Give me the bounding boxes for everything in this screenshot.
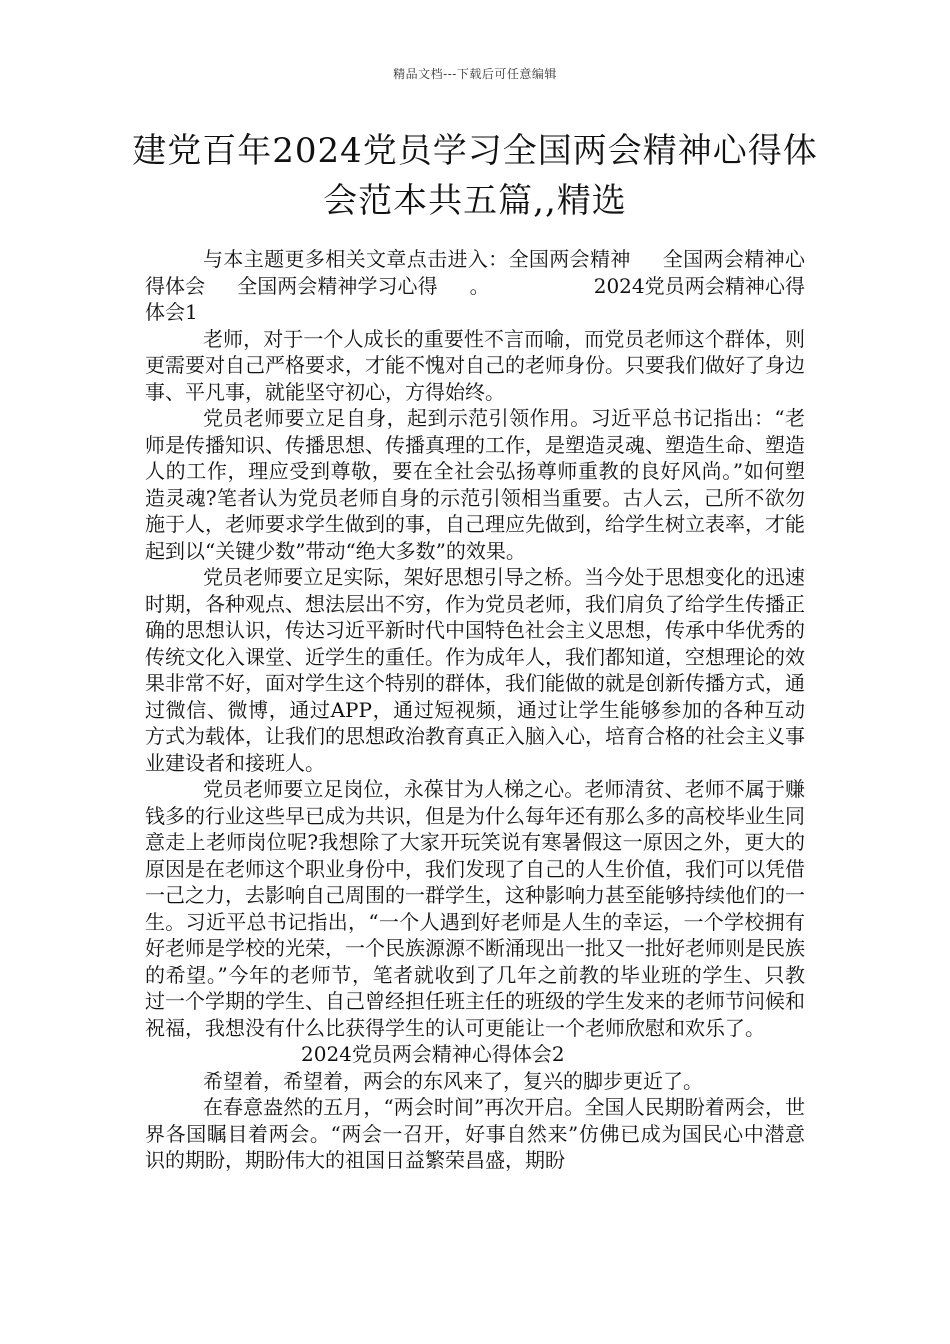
document-body [145,246,805,1174]
related-link[interactable]: 全国两会精神 [508,247,631,271]
paragraph: 党员老师要立足自身，起到示范引领作用。习近平总书记指出：“老师是传播知识、传播思想、传播真理的工作，是塑造灵魂、塑造生命、塑造人的工作，理应受到尊敬，要在全社会弘扬尊师重教的良好风尚。”如何塑造灵魂?笔者认为党员老师自身的示范引领相当重要。古人云，己所不欲勿施于人，老师要求学生做到的事，自己理应先做到，给学生树立表率，才能起到以“关键少数”带动“绝大多数”的效果。 [145,406,805,563]
related-link[interactable]: 全国两会精神心得体会 [145,247,806,298]
document-title: 建党百年2024党员学习全国两会精神心得体会范本共五篇,,精选 [132,131,818,221]
header-note: 精品文档---下载后可任意编辑 [393,67,557,81]
paragraph: 党员老师要立足实际，架好思想引导之桥。当今处于思想变化的迅速时期，各种观点、想法层出不穷，作为党员老师，我们肩负了给学生传播正确的思想认识，传达习近平新时代中国特色社会主义思想，传承中华优秀的传统文化入课堂、近学生的重任。作为成年人，我们都知道，空想理论的效果非常不好，面对学生这个特别的群体，我们能做的就是创新传播方式，通过微信、微博，通过APP，通过短视频，通过让学生能够参加的各种互动方式为载体，让我们的思想政治教育真正入脑入心，培育合格的社会主义事业建设者和接班人。 [145,565,805,775]
paragraph: 老师，对于一个人成长的重要性不言而喻，而党员老师这个群体，则更需要对自己严格要求，才能不愧对自己的老师身份。只要我们做好了身边事、平凡事，就能坚守初心，方得始终。 [145,326,805,404]
section-2-heading: 2024党员两会精神心得体会2 [301,1042,565,1066]
related-label: 与本主题更多相关文章点击进入： [203,247,509,271]
related-link[interactable]: 全国两会精神学习心得 [237,273,438,298]
section-1-heading: 2024党员两会精神心得体会1 [145,273,806,324]
paragraph: 希望着，希望着，两会的东风来了，复兴的脚步更近了。 [203,1068,703,1093]
paragraph: 在春意盎然的五月，“两会时间”再次开启。全国人民期盼着两会，世界各国瞩目着两会。“两会一召开，好事自然来”仿佛已成为国民心中潜意识的期盼，期盼伟大的祖国日益繁荣昌盛，期盼 [145,1095,805,1172]
paragraph: 党员老师要立足岗位，永葆甘为人梯之心。老师清贫、老师不属于赚钱多的行业这些早已成为共识，但是为什么每年还有那么多的高校毕业生同意走上老师岗位呢?我想除了大家开玩笑说有寒暑假这一原因之外，更大的原因是在老师这个职业身份中，我们发现了自己的人生价值，我们可以凭借一己之力，去影响自己周围的一群学生，这种影响力甚至能够持续他们的一生。习近平总书记指出，“一个人遇到好老师是人生的幸运，一个学校拥有好老师是学校的光荣，一个民族源源不断涌现出一批又一批好老师则是民族的希望。”今年的老师节，笔者就收到了几年之前教的毕业班的学生、只教过一个学期的学生、自己曾经担任班主任的班级的学生发来的老师节问候和祝福，我想没有什么比获得学生的认可更能让一个老师欣慰和欢乐了。 [145,777,805,1040]
related-tail: 。 [469,273,490,298]
related-articles [145,246,805,326]
